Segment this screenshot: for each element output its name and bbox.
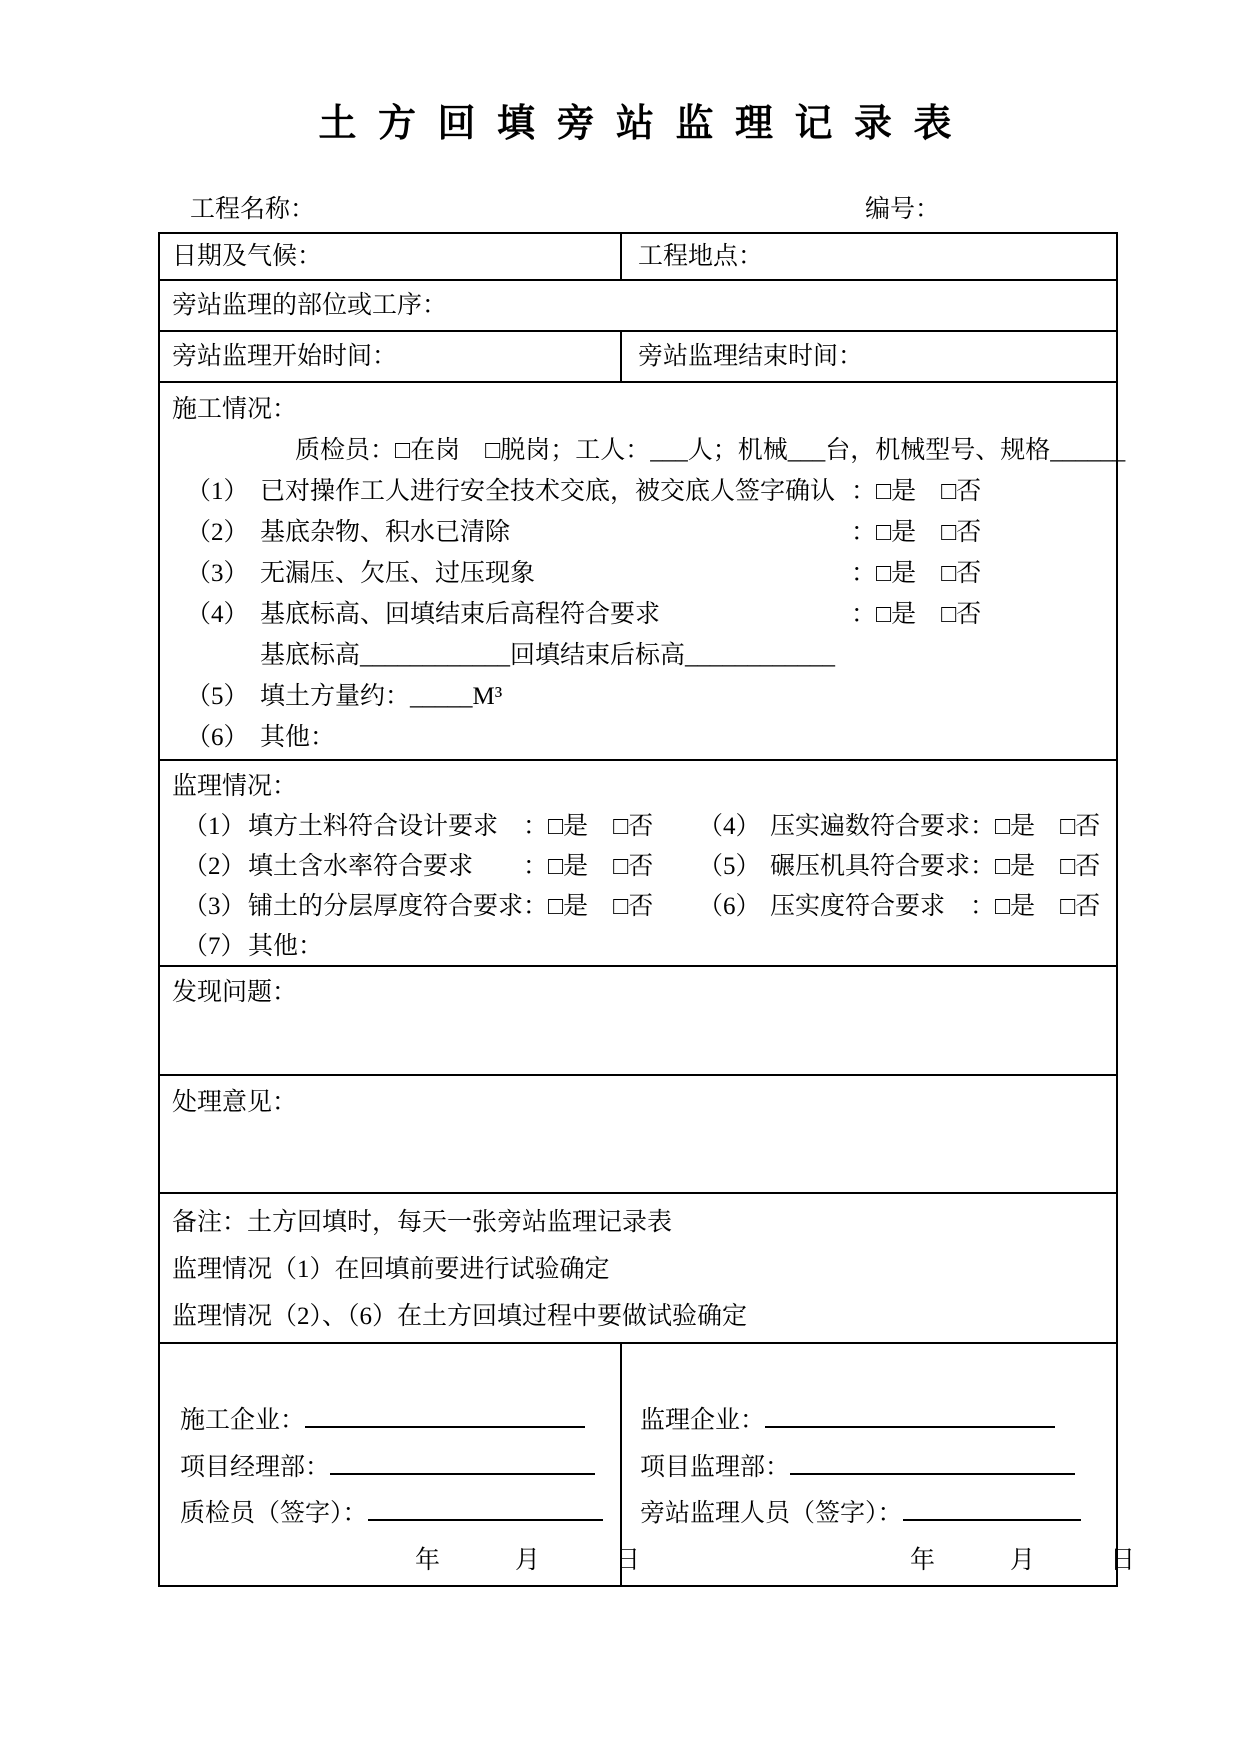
yes-no-checkboxes: ：□是 □否: [851, 519, 982, 546]
project-manager-dept-line: [180, 1445, 620, 1492]
item-text: 铺土的分层厚度符合要求: [248, 893, 524, 920]
item-number: （5）: [698, 853, 761, 880]
signature-blank-line: [368, 1494, 603, 1521]
item-text: 填土含水率符合要求: [248, 853, 474, 880]
construction-enterprise-label: 施工企业：: [180, 1407, 306, 1434]
item-text-with-checkboxes: 压实遍数符合要求：□是 □否: [770, 813, 1101, 840]
item-number: （1）: [183, 813, 246, 840]
item-number: （6）: [186, 724, 249, 751]
supervision-section: [160, 759, 1116, 965]
elevation-blanks-line: 基底标高____________回填结束后标高____________: [260, 642, 836, 669]
date-line-left: 年 月 日: [415, 1546, 641, 1574]
start-time-cell: 旁站监理开始时间：: [160, 332, 622, 381]
signature-blank-line: [305, 1401, 585, 1428]
side-supervisor-sign-line: [640, 1491, 1135, 1538]
signature-blank-line: [903, 1494, 1081, 1521]
yes-no-checkboxes: ：□是 □否: [851, 560, 982, 587]
item-number: （7）: [183, 933, 246, 960]
item-text-with-checkboxes: 碾压机具符合要求：□是 □否: [770, 853, 1101, 880]
construction-enterprise-line: [180, 1398, 620, 1445]
supervision-enterprise-line: [640, 1398, 1135, 1445]
item-number: （6）: [698, 893, 761, 920]
project-supervision-dept-label: 项目监理部：: [640, 1453, 791, 1481]
construction-item-2: [160, 512, 1116, 553]
problems-row: 发现问题：: [160, 965, 1116, 1074]
project-manager-dept-label: 项目经理部：: [180, 1453, 331, 1481]
item-number: （4）: [186, 601, 249, 628]
yes-no-checkboxes: ：□是 □否: [851, 478, 982, 505]
construction-heading: 施工情况：: [172, 396, 298, 423]
item-text: 填土方量约：_____M³: [260, 683, 503, 710]
project-supervision-dept-line: [640, 1445, 1135, 1492]
supervision-heading: 监理情况：: [172, 773, 298, 800]
signature-left-cell: [160, 1344, 641, 1585]
signature-section: [160, 1342, 1136, 1585]
supervision-row-other: [160, 927, 1116, 967]
item-number: （5）: [186, 683, 249, 710]
date-weather-cell: 日期及气候：: [160, 234, 622, 279]
item-text: 其他：: [248, 933, 324, 960]
row-part-process: 旁站监理的部位或工序：: [160, 279, 1116, 330]
remark-line-2: 监理情况（1）在回填前要进行试验确定: [172, 1256, 610, 1283]
opinions-row: 处理意见：: [160, 1074, 1116, 1192]
inspector-sign-label: 质检员（签字）：: [180, 1500, 368, 1527]
remark-line-1: 备注：土方回填时，每天一张旁站监理记录表: [172, 1209, 673, 1236]
yes-no-checkboxes: ：□是 □否: [851, 601, 982, 628]
number-label: 编号：: [865, 196, 941, 223]
item-text-with-checkboxes: 压实度符合要求 ：□是 □否: [770, 893, 1101, 920]
item-text: 无漏压、欠压、过压现象: [260, 560, 536, 587]
item-number: （2）: [186, 519, 249, 546]
construction-item-5: [160, 676, 1116, 717]
item-text: 基底杂物、积水已清除: [260, 519, 511, 546]
supervision-row-3: [160, 887, 1116, 927]
signature-right-cell: [622, 1344, 1135, 1585]
item-answer-empty: [851, 676, 1011, 717]
remark-line-3: 监理情况（2）、（6）在土方回填过程中要做试验确定: [172, 1303, 748, 1330]
item-number: （1）: [186, 478, 249, 505]
construction-item-3: [160, 553, 1116, 594]
location-cell: 工程地点：: [638, 243, 764, 270]
item-text: 基底标高、回填结束后高程符合要求: [260, 601, 661, 628]
item-number: （3）: [183, 893, 246, 920]
end-time-cell: 旁站监理结束时间：: [638, 343, 864, 370]
yes-no-checkboxes: ：□是 □否: [523, 853, 654, 880]
inspector-sign-line: [180, 1491, 620, 1538]
form-table: [158, 232, 1136, 1587]
item-number: （3）: [186, 560, 249, 587]
item-text: 其他：: [260, 724, 336, 751]
signature-blank-line: [330, 1448, 595, 1475]
inspector-status-line: 质检员：□在岗 □脱岗；工人：___人；机械___台，机械型号、规格______: [295, 437, 1126, 464]
item-text: 已对操作工人进行安全技术交底，被交底人签字确认: [260, 478, 836, 505]
construction-item-1: [160, 471, 1116, 512]
item-number: （4）: [698, 813, 761, 840]
yes-no-checkboxes: ：□是 □否: [523, 893, 654, 920]
supervision-row-1: [160, 807, 1116, 847]
remarks-row: [160, 1192, 1116, 1342]
construction-section: [160, 381, 1126, 759]
row-date-location: [160, 234, 1116, 279]
signature-blank-line: [765, 1401, 1055, 1428]
side-supervisor-sign-label: 旁站监理人员（签字）：: [640, 1500, 903, 1527]
signature-blank-line: [790, 1448, 1075, 1475]
project-name-label: 工程名称：: [190, 196, 316, 223]
row-supervision-time: [160, 330, 1116, 381]
form-title: 土 方 回 填 旁 站 监 理 记 录 表: [318, 103, 958, 145]
supervision-row-2: [160, 847, 1116, 887]
construction-item-4: [160, 594, 1116, 635]
date-line-right: 年 月 日: [910, 1546, 1136, 1574]
yes-no-checkboxes: ：□是 □否: [523, 813, 654, 840]
item-number: （2）: [183, 853, 246, 880]
header-row: [158, 188, 1118, 232]
item-text: 填方土料符合设计要求: [248, 813, 499, 840]
item-answer-empty: [851, 717, 1011, 758]
supervision-enterprise-label: 监理企业：: [640, 1407, 766, 1434]
construction-item-6: [160, 717, 1116, 758]
